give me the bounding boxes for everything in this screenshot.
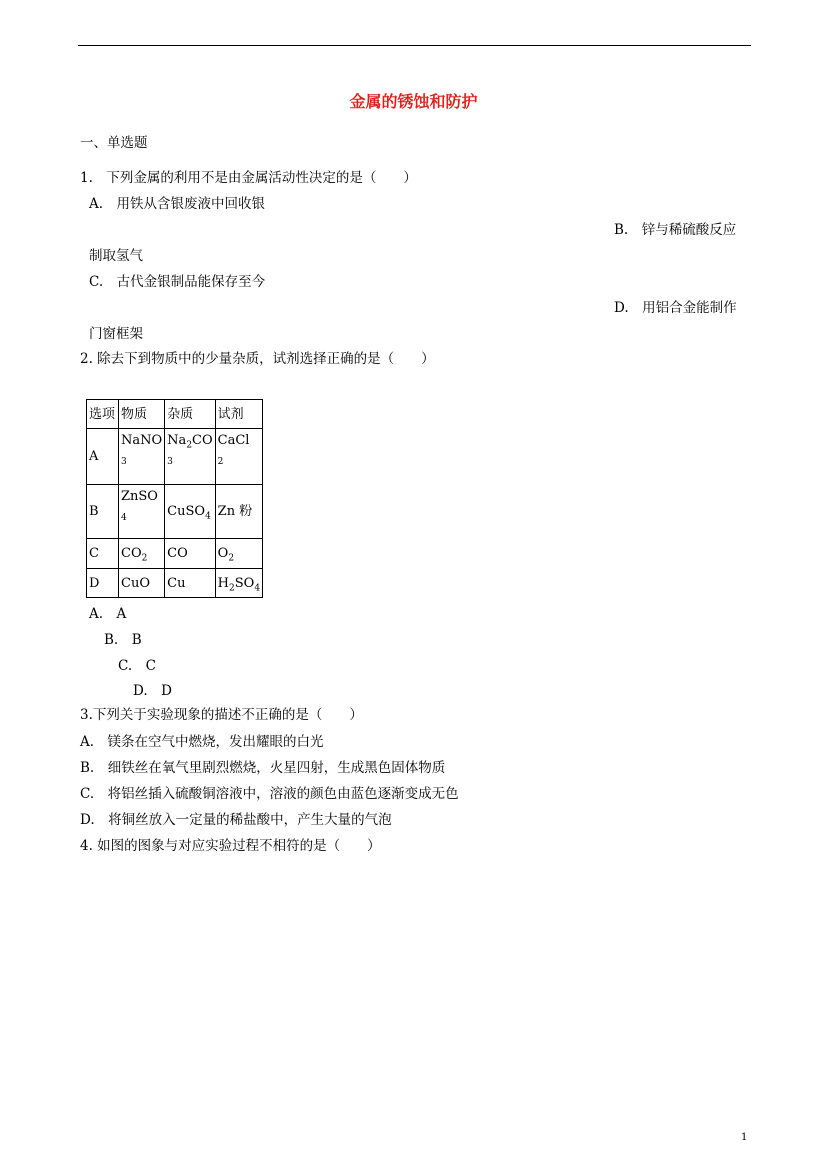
formula-text: NaNO (121, 433, 163, 448)
formula-text: SO (234, 575, 255, 591)
q1-option-d: D. 用铝合金能制作 (614, 300, 737, 316)
substance-cell (119, 539, 165, 569)
table-header-cell: 物质 (119, 400, 165, 429)
formula-subscript: 2 (141, 553, 148, 564)
section-heading: 一、单选题 (80, 135, 148, 151)
q1-option-d-continued: 门窗框架 (89, 326, 143, 342)
formula-text: CO (121, 546, 142, 561)
substance-cell: CuO (119, 569, 165, 598)
q2-option-c: C. C (118, 658, 156, 674)
q2-option-a: A. A (89, 606, 127, 622)
impurity-cell: CO (165, 539, 215, 569)
impurity-cell (165, 485, 215, 539)
reagent-table (86, 399, 263, 598)
reagent-cell (215, 539, 262, 569)
q3-stem: 3.下列关于实验现象的描述不正确的是（ ） (80, 707, 363, 723)
table-header-cell: 杂质 (165, 400, 215, 429)
page-title: 金属的锈蚀和防护 (349, 92, 478, 111)
q3-option-d: D. 将铜丝放入一定量的稀盐酸中，产生大量的气泡 (80, 812, 392, 828)
option-cell: D (87, 569, 119, 598)
option-cell: B (87, 485, 119, 539)
formula-subscript: 2 (228, 553, 235, 564)
formula-text: Na (167, 433, 187, 448)
substance-cell (119, 485, 165, 539)
q3-option-a: A. 镁条在空气中燃烧，发出耀眼的白光 (80, 734, 324, 750)
formula-subscript: 4 (205, 511, 211, 522)
table-header-cell: 选项 (87, 400, 119, 429)
q3-option-c: C. 将铝丝插入硫酸铜溶液中，溶液的颜色由蓝色逐渐变成无色 (80, 786, 459, 802)
table-row (87, 539, 263, 569)
table-row (87, 569, 263, 598)
impurity-cell: Cu (165, 569, 215, 598)
formula-subscript: 3 (121, 457, 127, 467)
formula-text: H (217, 575, 229, 591)
formula-subscript: 2 (186, 440, 193, 451)
q1-stem: 1. 下列金属的利用不是由金属活动性决定的是（ ） (80, 170, 417, 186)
option-cell: A (87, 429, 119, 485)
reagent-cell: Zn 粉 (215, 485, 262, 539)
formula-subscript: 4 (121, 513, 127, 523)
formula-text: CaCl (217, 433, 250, 448)
formula-subscript: 2 (229, 583, 235, 594)
formula-subscript: 4 (254, 583, 261, 594)
table-header-cell: 试剂 (215, 400, 262, 429)
page-number: 1 (741, 1132, 748, 1143)
formula-text: ZnSO (121, 489, 158, 504)
impurity-cell (165, 429, 215, 485)
q2-option-d: D. D (133, 683, 172, 699)
formula-text: CO (192, 433, 213, 448)
q4-stem: 4. 如图的图象与对应实验过程不相符的是（ ） (80, 838, 381, 854)
reagent-cell (215, 569, 262, 598)
formula-subscript: 3 (167, 457, 173, 467)
q1-option-c: C. 古代金银制品能保存至今 (89, 274, 266, 290)
table-row (87, 485, 263, 539)
q2-stem: 2. 除去下到物质中的少量杂质，试剂选择正确的是（ ） (80, 351, 435, 367)
header-rule (78, 45, 751, 46)
formula-subscript: 2 (217, 457, 224, 467)
q1-option-b-continued: 制取氢气 (89, 248, 143, 264)
option-cell: C (87, 539, 119, 569)
q1-option-a: A. 用铁从含银废液中回收银 (89, 196, 266, 212)
q2-option-b: B. B (104, 632, 142, 648)
table-row (87, 429, 263, 485)
q3-option-b: B. 细铁丝在氧气里剧烈燃烧，火星四射，生成黑色固体物质 (80, 760, 446, 776)
substance-cell (119, 429, 165, 485)
formula-text: O (217, 546, 229, 561)
reagent-cell (215, 429, 262, 485)
q1-option-b: B. 锌与稀硫酸反应 (614, 222, 737, 238)
table-header-row (87, 400, 263, 429)
formula-text: CuSO (167, 504, 206, 519)
